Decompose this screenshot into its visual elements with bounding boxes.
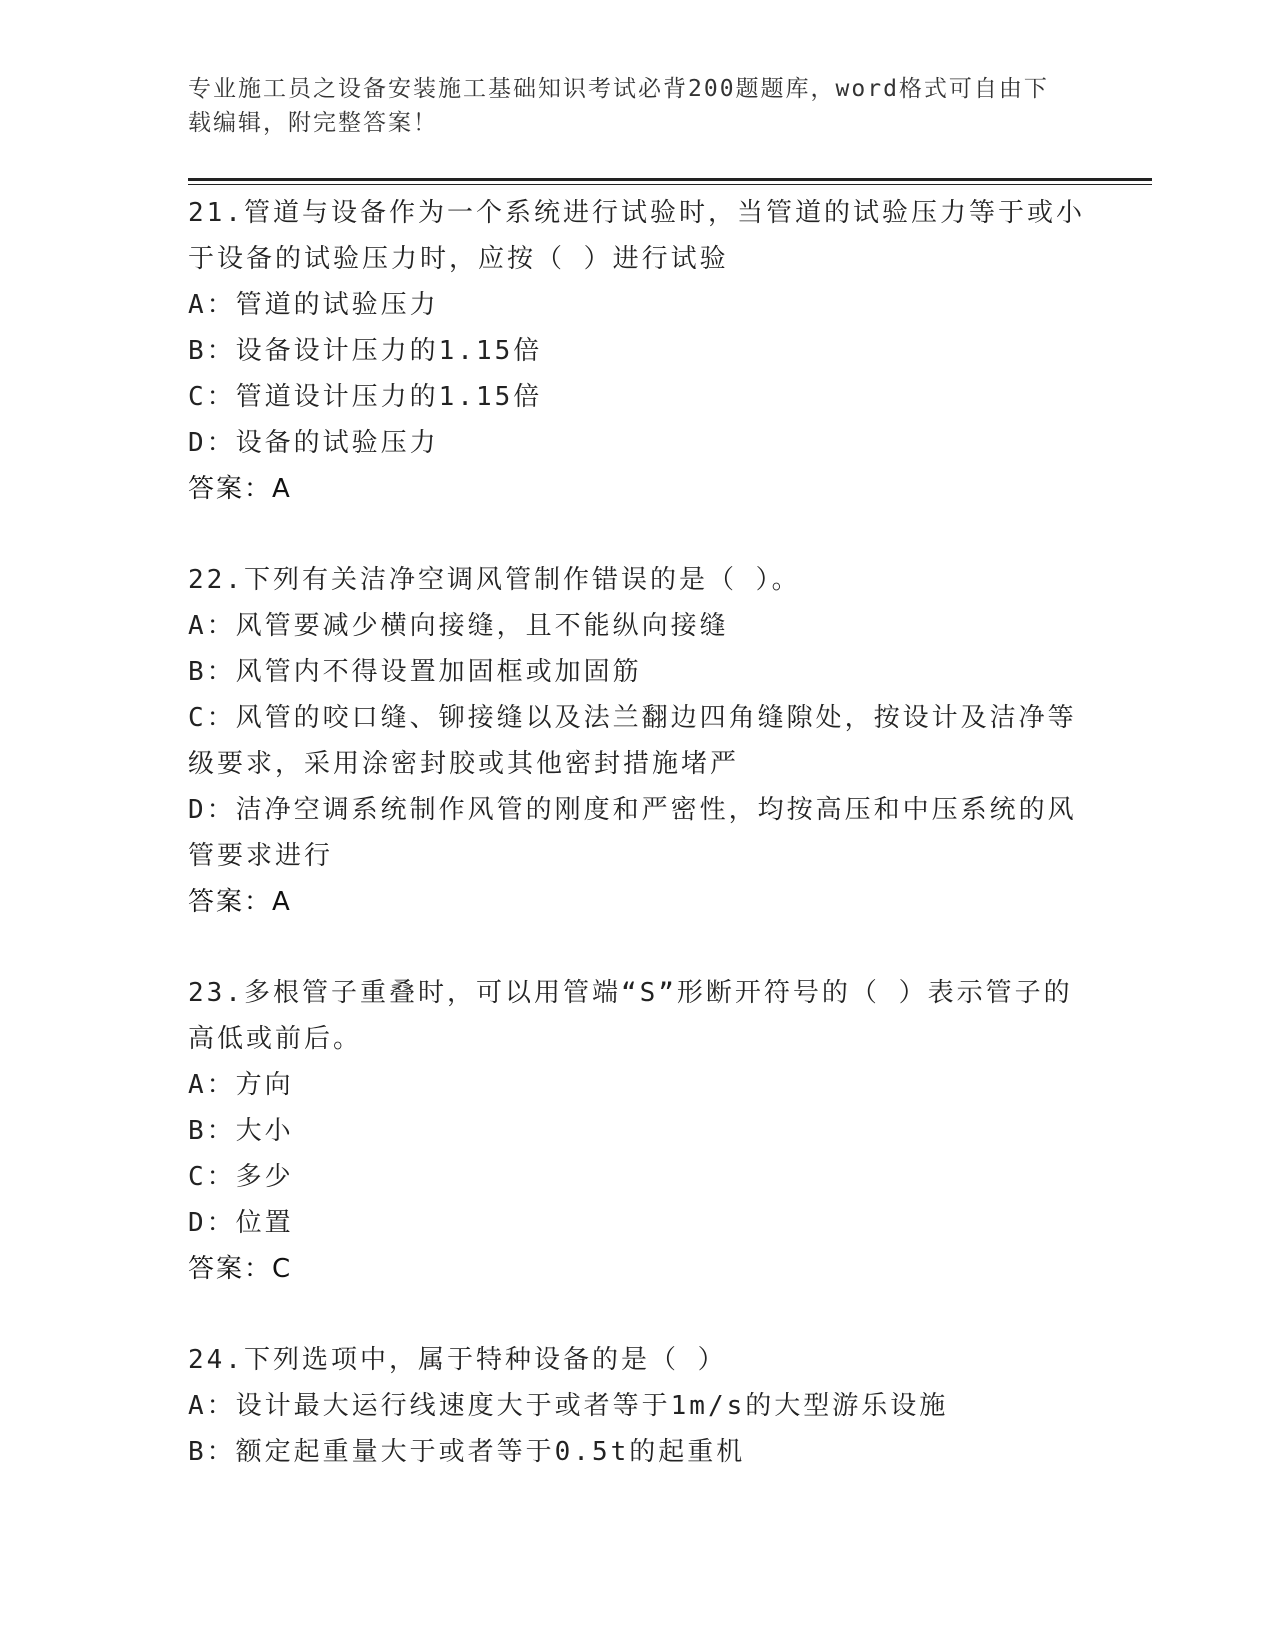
question-stem-line: 高低或前后。 <box>188 1024 363 1054</box>
option-b: B：大小 <box>188 1116 294 1146</box>
option-c-continued: 级要求，采用涂密封胶或其他密封措施堵严 <box>188 749 740 779</box>
option-a: A：风管要减少横向接缝，且不能纵向接缝 <box>188 611 729 641</box>
answer-label: 答案：C <box>188 1254 293 1284</box>
option-d: D：洁净空调系统制作风管的刚度和严密性，均按高压和中压系统的风 <box>188 795 1077 825</box>
option-b: B：额定起重量大于或者等于0.5t的起重机 <box>188 1437 746 1467</box>
answer-label: 答案：A <box>188 887 292 917</box>
option-b: B：风管内不得设置加固框或加固筋 <box>188 657 642 687</box>
option-c: C：风管的咬口缝、铆接缝以及法兰翻边四角缝隙处，按设计及洁净等 <box>188 703 1077 733</box>
question-22 <box>188 557 1088 925</box>
question-23 <box>188 970 1088 1292</box>
option-d-continued: 管要求进行 <box>188 841 334 871</box>
header-divider-thick <box>188 178 1152 181</box>
option-a: A：方向 <box>188 1070 294 1100</box>
document-header <box>188 72 1068 140</box>
question-stem-line: 23.多根管子重叠时，可以用管端“S”形断开符号的（ ）表示管子的 <box>188 978 1073 1008</box>
question-stem-line: 于设备的试验压力时，应按（ ）进行试验 <box>188 244 729 274</box>
question-24 <box>188 1337 1088 1475</box>
answer-label: 答案：A <box>188 474 292 504</box>
question-stem-line: 21.管道与设备作为一个系统进行试验时，当管道的试验压力等于或小 <box>188 198 1085 228</box>
option-d: D：设备的试验压力 <box>188 428 439 458</box>
header-divider-thin <box>188 184 1152 185</box>
header-text: 专业施工员之设备安装施工基础知识考试必背200题题库，word格式可自由下载编辑，附完整答案！ <box>188 76 1049 136</box>
option-d: D：位置 <box>188 1208 294 1238</box>
question-stem-line: 22.下列有关洁净空调风管制作错误的是（ ）。 <box>188 565 801 595</box>
question-list <box>188 190 1088 1520</box>
question-21 <box>188 190 1088 512</box>
question-stem-line: 24.下列选项中，属于特种设备的是（ ） <box>188 1345 727 1375</box>
option-a: A：管道的试验压力 <box>188 290 439 320</box>
option-c: C：多少 <box>188 1162 294 1192</box>
option-a: A：设计最大运行线速度大于或者等于1m/s的大型游乐设施 <box>188 1391 949 1421</box>
option-b: B：设备设计压力的1.15倍 <box>188 336 543 366</box>
option-c: C：管道设计压力的1.15倍 <box>188 382 543 412</box>
